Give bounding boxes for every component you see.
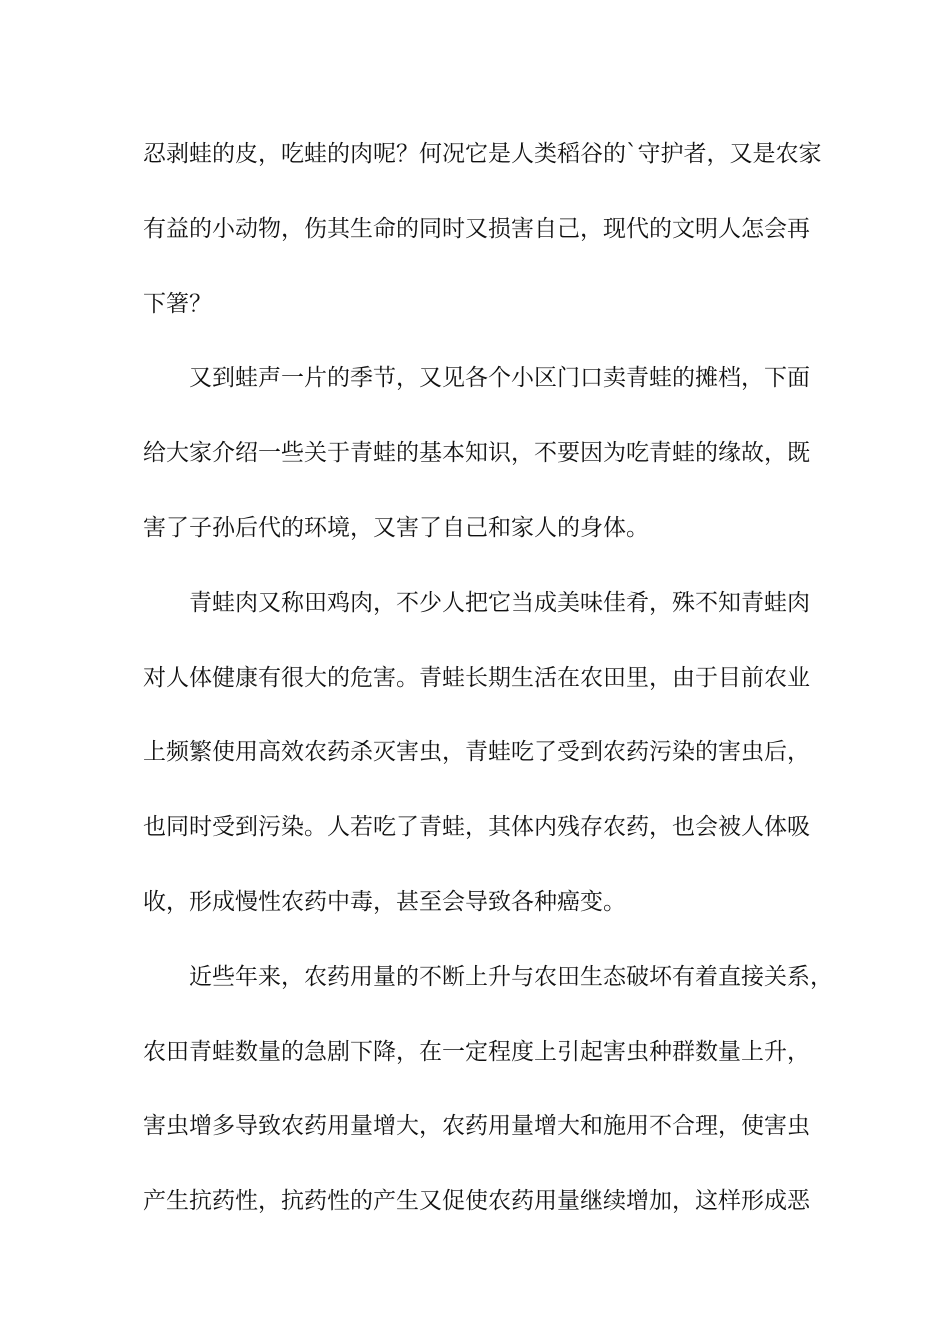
text-line: 又到蛙声一片的季节，又见各个小区门口卖青蛙的摊档，下面 bbox=[189, 365, 810, 392]
text-line: 害了子孙后代的环境，又害了自己和家人的身体。 bbox=[143, 514, 649, 541]
paragraph-1 bbox=[143, 124, 823, 348]
text-line: 收，形成慢性农药中毒，甚至会导致各种癌变。 bbox=[143, 888, 626, 915]
text-line: 农田青蛙数量的急剧下降，在一定程度上引起害虫种群数量上升， bbox=[143, 1038, 810, 1065]
text-line: 上频繁使用高效农药杀灭害虫，青蛙吃了受到农药污染的害虫后， bbox=[143, 739, 810, 766]
text-line: 也同时受到污染。人若吃了青蛙，其体内残存农药，也会被人体吸 bbox=[143, 814, 810, 841]
text-line: 近些年来，农药用量的不断上升与农田生态破坏有着直接关系， bbox=[189, 963, 833, 990]
text-line: 对人体健康有很大的危害。青蛙长期生活在农田里，由于目前农业 bbox=[143, 664, 810, 691]
document-body bbox=[143, 124, 833, 1246]
text-line: 忍剥蛙的皮，吃蛙的肉呢？何况它是人类稻谷的`守护者，又是农家 bbox=[143, 141, 822, 167]
text-line: 下箸？ bbox=[143, 290, 212, 317]
text-line: 有益的小动物，伤其生命的同时又损害自己，现代的文明人怎会再 bbox=[143, 215, 810, 242]
text-line: 给大家介绍一些关于青蛙的基本知识，不要因为吃青蛙的缘故，既 bbox=[143, 440, 810, 467]
text-line: 害虫增多导致农药用量增大，农药用量增大和施用不合理，使害虫 bbox=[143, 1113, 810, 1140]
paragraph-3 bbox=[143, 573, 823, 947]
paragraph-2 bbox=[143, 348, 823, 572]
text-line: 青蛙肉又称田鸡肉，不少人把它当成美味佳肴，殊不知青蛙肉 bbox=[189, 589, 810, 616]
text-line: 产生抗药性，抗药性的产生又促使农药用量继续增加，这样形成恶 bbox=[143, 1188, 810, 1215]
paragraph-4 bbox=[143, 947, 833, 1246]
